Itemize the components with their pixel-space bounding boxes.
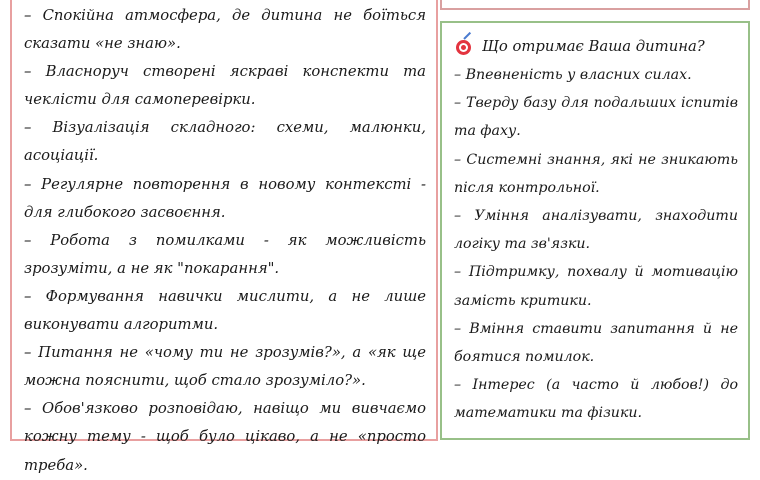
list-item: – Спокійна атмосфера, де дитина не боїться сказати «не знаю». bbox=[24, 7, 426, 53]
right-panel bbox=[440, 21, 750, 440]
list-item: – Візуалізація складного: схеми, малюнки, асоціації. bbox=[24, 119, 426, 165]
list-item: – Тверду базу для подальших іспитів та фаху. bbox=[454, 95, 738, 140]
list-item: – Робота з помилками - як можливість зрозуміти, а не як "покарання". bbox=[24, 231, 426, 277]
panel-heading-text: Що отримає Ваша дитина? bbox=[482, 38, 705, 55]
list-item: – Вміння ставити запитання й не боятися помилок. bbox=[454, 320, 738, 366]
list-item: – Впевненість у власних силах. bbox=[454, 67, 692, 83]
list-item: – Уміння аналізувати, знаходити логіку та зв'язки. bbox=[454, 208, 738, 253]
list-item: – Інтерес (а часто й любов!) до математики та фізики. bbox=[454, 377, 738, 422]
top-right-panel bbox=[440, 0, 750, 10]
list-item: – Регулярне повторення в новому контексті - для глибокого засвоєння. bbox=[24, 175, 426, 221]
target-icon bbox=[456, 40, 471, 55]
list-item: – Підтримку, похвалу й мотивацію замість критики. bbox=[454, 264, 738, 309]
panel-heading bbox=[454, 33, 738, 61]
left-panel bbox=[10, 0, 438, 474]
list-item: – Питання не «чому ти не зрозумів?», а «як ще можна пояснити, щоб стало зрозуміло?». bbox=[24, 344, 426, 390]
list-item: – Обов'язково розповідаю, навіщо ми вивчаємо кожну тему - щоб було цікаво, а не «просто треба». bbox=[24, 400, 426, 474]
list-item: – Системні знання, які не зникають після контрольної. bbox=[454, 151, 738, 196]
list-item: – Власноруч створені яскраві конспекти та чеклісти для самоперевірки. bbox=[24, 63, 426, 109]
list-item: – Формування навички мислити, а не лише виконувати алгоритми. bbox=[24, 287, 426, 334]
